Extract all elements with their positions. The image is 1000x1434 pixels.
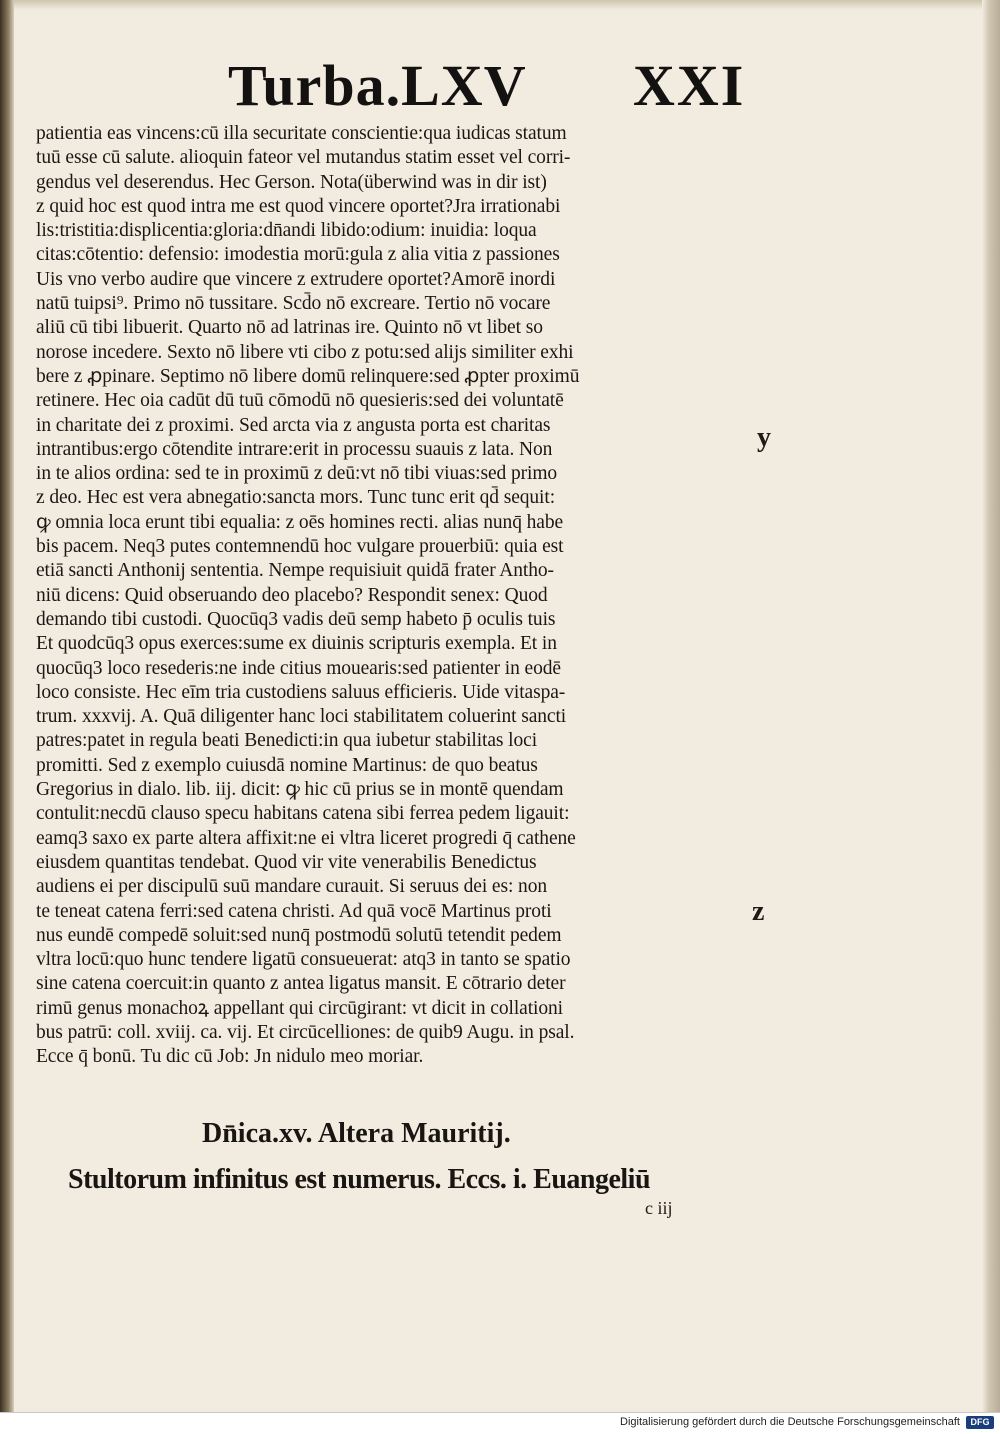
- text-line: bis pacem. Neq3 putes contemnendū hoc vulgare prouerbiū: quia est: [36, 536, 564, 558]
- text-line: quocūq3 loco resederis:ne inde citius mouearis:sed patienter in eodē: [36, 657, 561, 679]
- text-line: z deo. Hec est vera abnegatio:sancta mors. Tunc tunc erit qd̄ sequit:: [36, 487, 556, 509]
- text-line: tuū esse cū salute. alioquin fateor vel mutandus statim esset vel corri-: [36, 147, 571, 169]
- running-title: Turba.LXV: [228, 53, 527, 118]
- text-line: eamq3 saxo ex parte altera affixit:ne ei vltra liceret progredi q̄ cathene: [36, 827, 576, 849]
- sermon-thema: Stultorum infinitus est numerus. Eccs. i. Euangeliū: [68, 1164, 651, 1195]
- text-line: ꝙ omnia loca erunt tibi equalia: z oēs homines recti. alias nunq̄ habe: [36, 511, 564, 533]
- footer-bar: [0, 1412, 1000, 1434]
- text-line: aliū cū tibi libuerit. Quarto nō ad latrinas ire. Quinto nō vt libet so: [36, 317, 543, 339]
- text-line: te teneat catena ferri:sed catena christi. Ad quā vocē Martinus proti: [36, 900, 552, 922]
- text-line: norose incedere. Sexto nō libere vti cibo z potu:sed alijs similiter exhi: [36, 341, 574, 363]
- text-line: [36, 1070, 771, 1094]
- text-line: Et quodcūq3 opus exerces:sume ex diuinis scripturis exempla. Et in: [36, 633, 557, 655]
- text-line: in te alios ordina: sed te in proximū z deū:vt nō tibi viuas:sed primo: [36, 463, 558, 485]
- body-text-block: [36, 122, 771, 1094]
- text-line: citas:cōtentio: defensio: imodestia morū:gula z alia vitia z passiones: [36, 244, 560, 266]
- text-line: gendus vel deserendus. Hec Gerson. Nota(überwind was in dir ist): [36, 171, 547, 193]
- text-line: sine catena coercuit:in quanto z antea ligatus mansit. E cōtrario deter: [36, 973, 566, 995]
- text-line: Gregorius in dialo. lib. iij. dicit: ꝙ hic cū prius se in montē quendam: [36, 779, 564, 801]
- text-line: bus patrū: coll. xviij. ca. vij. Et circūcelliones: de quib9 Augu. in psal.: [36, 1021, 575, 1043]
- sunday-heading: Dn̄ica.xv. Altera Mauritij.: [202, 1118, 511, 1149]
- text-line: in charitate dei z proximi. Sed arcta via z angusta porta est charitas: [36, 414, 551, 436]
- page-right-edge: [982, 0, 1000, 1412]
- text-line: Uis vno verbo audire que vincere z extrudere oportet?Amorē inordi: [36, 268, 556, 290]
- text-line: Ecce q̄ bonū. Tu dic cū Job: Jn nidulo meo moriar.: [36, 1046, 424, 1068]
- text-line: eiusdem quantitas tendebat. Quod vir vite venerabilis Benedictus: [36, 851, 537, 873]
- margin-letter-z: z: [752, 896, 765, 927]
- text-line: nus eundē compedē soluit:sed nunq̄ postmodū solutū tetendit pedem: [36, 924, 562, 946]
- text-line: patientia eas vincens:cū illa securitate conscientie:qua iudicas statum: [36, 123, 567, 144]
- text-line: z quid hoc est quod intra me est quod vincere oportet?Jra irrationabi: [36, 195, 561, 217]
- text-line: natū tuipsi⁹. Primo nō tussitare. Scd̄o nō excreare. Tertio nō vocare: [36, 293, 551, 315]
- page-top-edge: [0, 0, 1000, 10]
- text-line: bere z ꝓpinare. Septimo nō libere domū relinquere:sed ꝓpter proximū: [36, 365, 580, 387]
- text-line: etiā sancti Anthonij sententia. Nempe requisiuit quidā frater Antho-: [36, 560, 554, 582]
- text-line: patres:patet in regula beati Benedicti:in qua iubetur stabilitas loci: [36, 730, 538, 752]
- signature-mark: c iij: [645, 1198, 673, 1218]
- funding-credit: Digitalisierung gefördert durch die Deutsche Forschungsgemeinschaft: [620, 1416, 960, 1428]
- binding-shadow: [0, 0, 14, 1412]
- folio-number: XXI: [633, 53, 746, 118]
- text-line: niū dicens: Quid obseruando deo placebo? Respondit senex: Quod: [36, 584, 548, 606]
- text-line: lis:tristitia:displicentia:gloria:dn̄andi libido:odium: inuidia: loqua: [36, 220, 537, 242]
- dfg-logo: DFG: [966, 1416, 994, 1429]
- text-line: demando tibi custodi. Quocūq3 vadis deū semp habeto p̄ oculis tuis: [36, 608, 556, 630]
- text-line: promitti. Sed z exemplo cuiusdā nomine Martinus: de quo beatus: [36, 754, 538, 776]
- text-line: loco consiste. Hec eīm tria custodiens saluus efficieris. Uide vitaspa-: [36, 681, 566, 703]
- margin-letter-y: y: [757, 422, 771, 453]
- text-line: contulit:necdū clauso specu habitans catena sibi ferrea pedem ligauit:: [36, 803, 570, 825]
- text-line: vltra locū:quo hunc tendere ligatū consueuerat: atq3 in tanto se spatio: [36, 949, 571, 971]
- text-line: trum. xxxvij. A. Quā diligenter hanc loci stabilitatem coluerint sancti: [36, 706, 567, 728]
- text-line: rimū genus monachoꝝ appellant qui circūgirant: vt dicit in collationi: [36, 997, 563, 1019]
- text-line: retinere. Hec oia cadūt dū tuū cōmodū nō quesieris:sed dei voluntatē: [36, 390, 564, 412]
- text-line: intrantibus:ergo cōtendite intrare:erit in processu suauis z lata. Non: [36, 438, 553, 460]
- text-line: audiens ei per discipulū suū mandare curauit. Si seruus dei es: non: [36, 876, 548, 898]
